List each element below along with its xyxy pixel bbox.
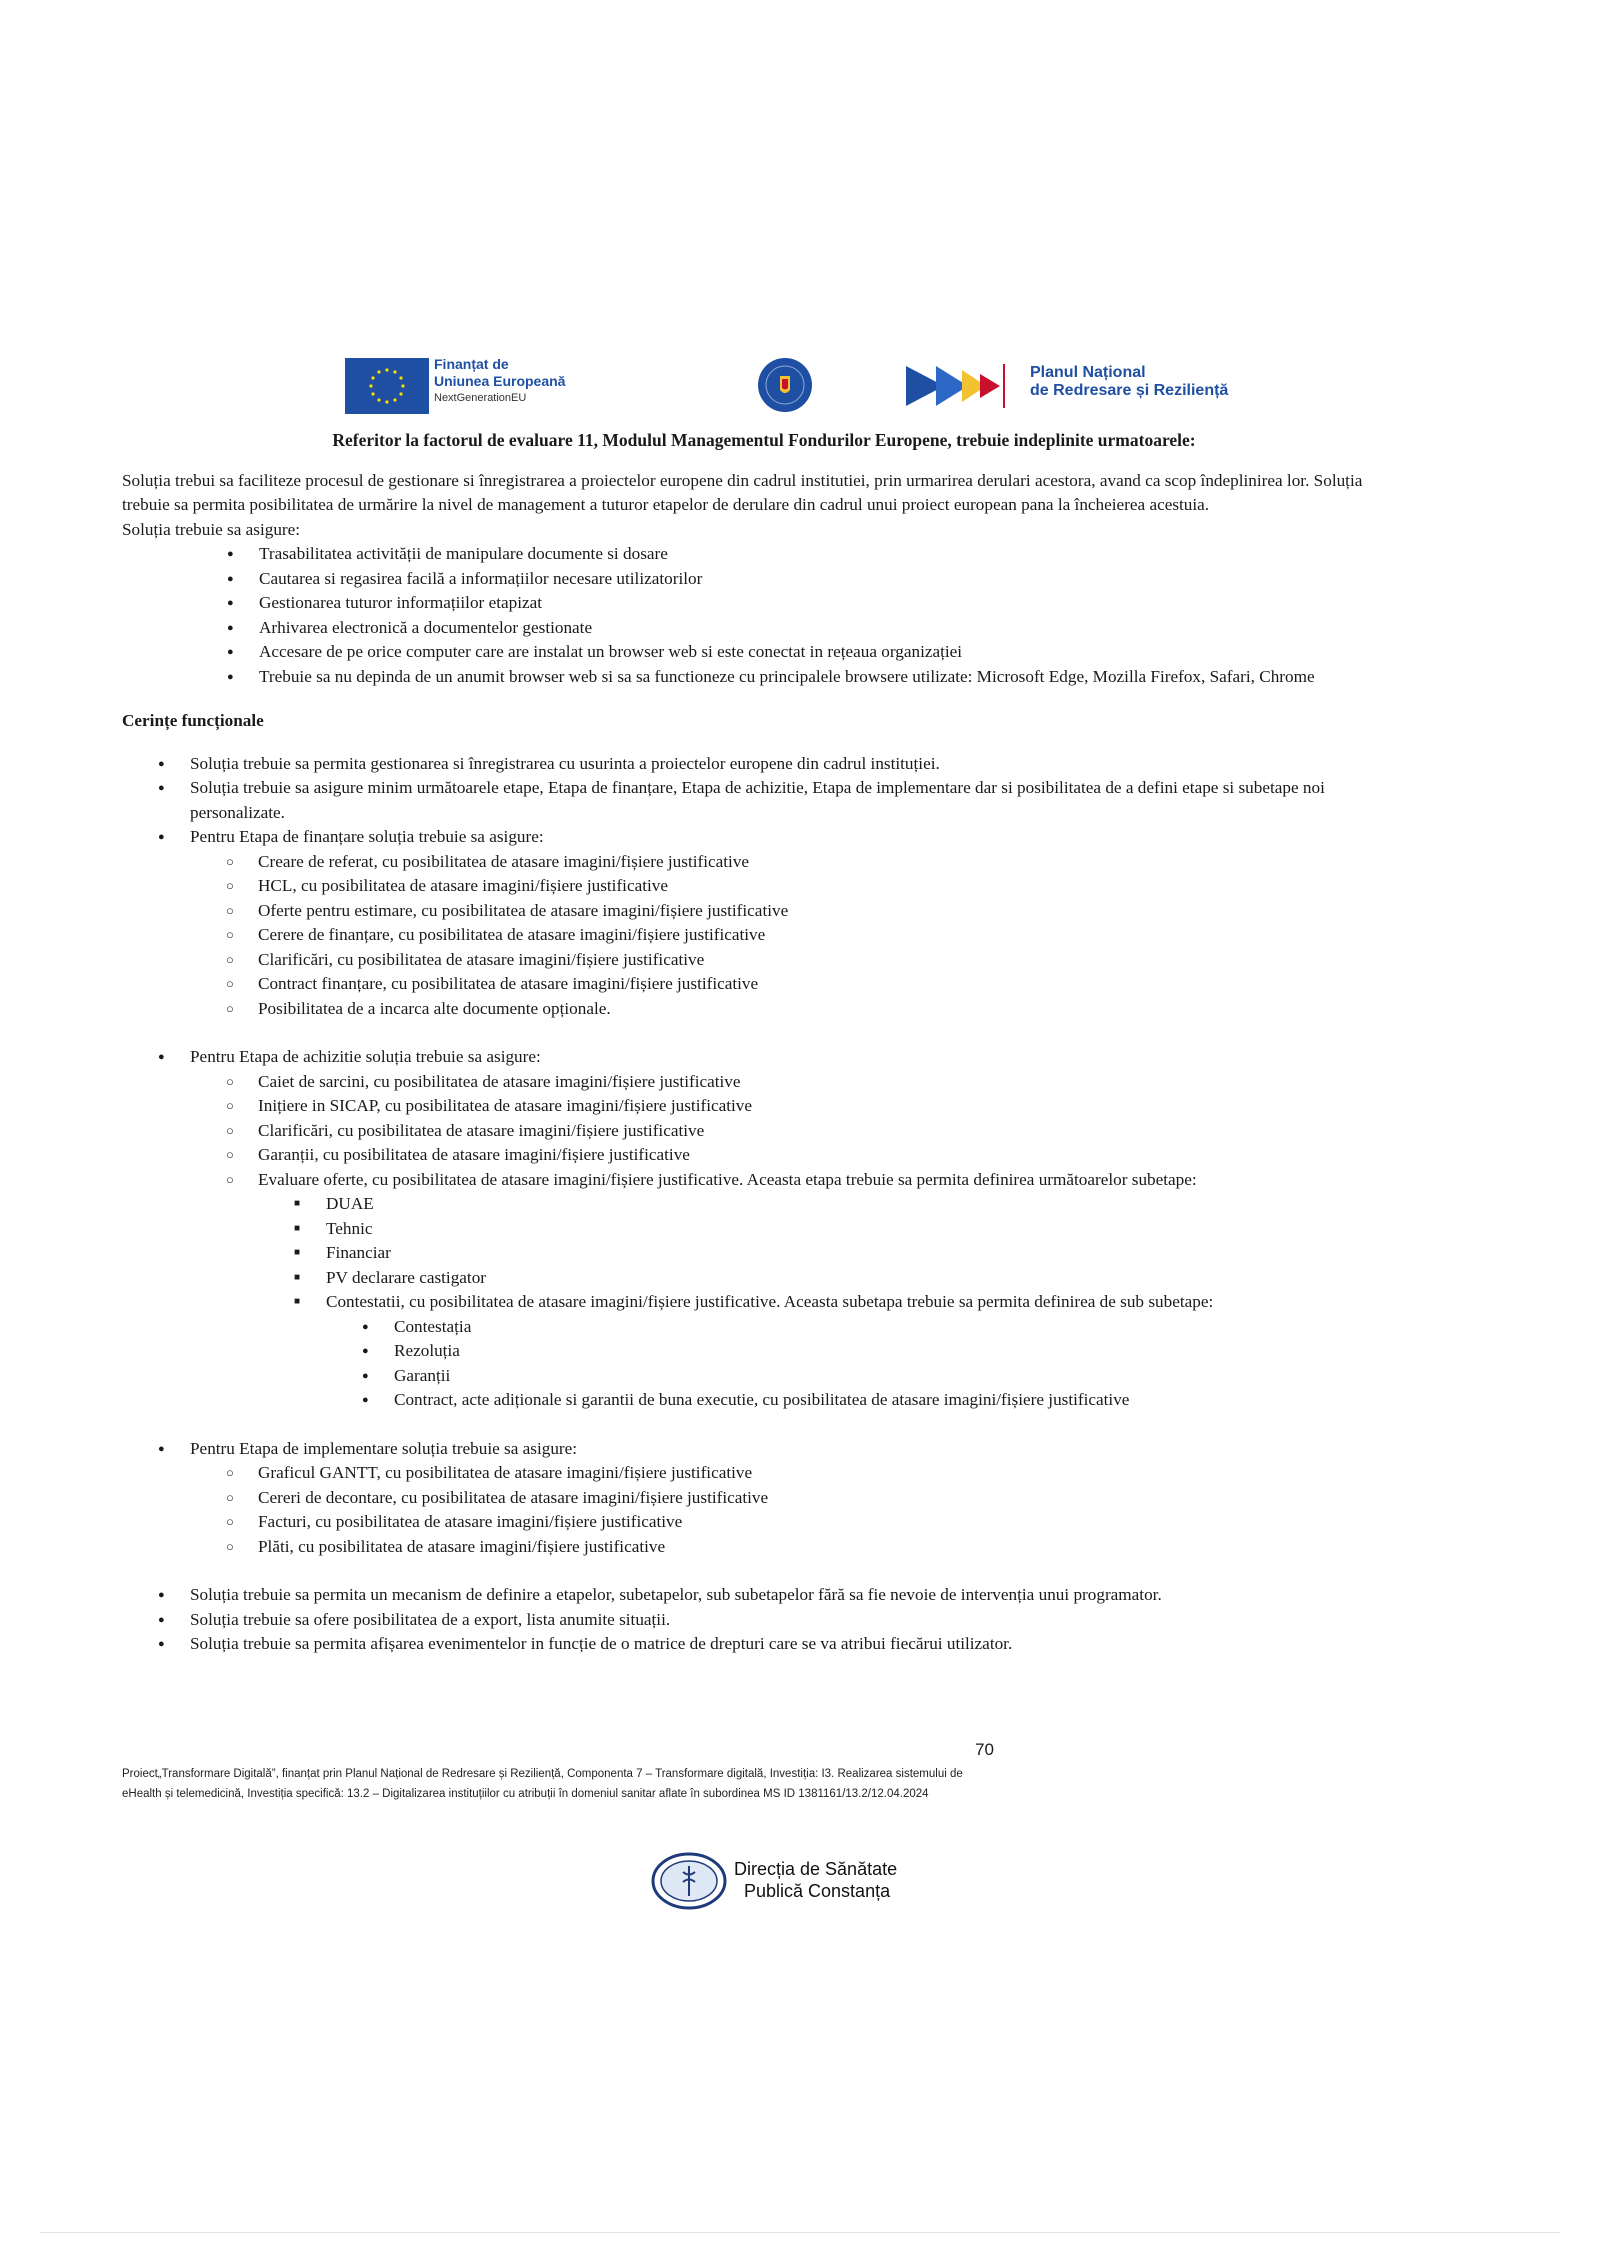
- list-item: ○ Cerere de finanțare, cu posibilitatea de atasare imagini/fișiere justificative: [258, 923, 1406, 948]
- intro-paragraph: Soluția trebui sa faciliteze procesul de gestionare si înregistrarea a proiectelor europene din cadrul institutiei, prin urmarirea derulari acestora, avand ca scop îndeplinirea lor. Soluția trebuie sa permita posibilitatea de urmărire la nivel de management a tuturor etapelor de derulare din cadrul unui proiect european pana la încheierea acestuia.: [122, 470, 1363, 514]
- achizitie-list: [190, 1070, 1406, 1413]
- list-item: ■ DUAE: [326, 1192, 1406, 1217]
- pnrr-line-2: de Redresare și Reziliență: [1030, 382, 1229, 399]
- dsp-institution-label: [734, 1858, 897, 1902]
- finantare-stage-item: [190, 825, 1406, 1021]
- spacer: [122, 1413, 1406, 1437]
- dsp-line-2: Publică Constanța: [744, 1881, 891, 1901]
- list-item: ○ Inițiere in SICAP, cu posibilitatea de atasare imagini/fișiere justificative: [258, 1094, 1406, 1119]
- list-item: ● Trebuie sa nu depinda de un anumit browser web si sa sa functioneze cu principalele browsere utilizate: Microsoft Edge, Mozilla Firefox, Safari, Chrome: [259, 665, 1406, 690]
- contestatii-item: [326, 1290, 1406, 1413]
- list-item: ● Soluția trebuie sa ofere posibilitatea de a export, lista anumite situații.: [190, 1608, 1406, 1633]
- implementare-stage-list: [122, 1437, 1406, 1560]
- sub-subetape-list: [326, 1315, 1406, 1413]
- list-item: ● Cautarea si regasirea facilă a informațiilor necesare utilizatorilor: [259, 567, 1406, 592]
- dsp-emblem-icon: [650, 1852, 728, 1910]
- list-item: ○ Garanții, cu posibilitatea de atasare imagini/fișiere justificative: [258, 1143, 1406, 1168]
- eu-stars-icon: [345, 358, 429, 414]
- implementare-lead: Pentru Etapa de implementare soluția trebuie sa asigure:: [190, 1438, 578, 1458]
- list-item: ○ Cereri de decontare, cu posibilitatea de atasare imagini/fișiere justificative: [258, 1486, 1406, 1511]
- achizitie-stage-list: [122, 1045, 1406, 1413]
- list-item: ■ PV declarare castigator: [326, 1266, 1406, 1291]
- evaluare-oferte-item: [258, 1168, 1406, 1413]
- list-item: ○ Plăti, cu posibilitatea de atasare imagini/fișiere justificative: [258, 1535, 1406, 1560]
- dsp-line-1: Direcția de Sănătate: [734, 1859, 898, 1879]
- spacer: [122, 1559, 1406, 1583]
- eu-line-2: Uniunea Europeană: [434, 373, 566, 389]
- list-item: ○ Posibilitatea de a incarca alte documente opționale.: [258, 997, 1406, 1022]
- implementare-stage-item: [190, 1437, 1406, 1560]
- finantare-lead: Pentru Etapa de finanțare soluția trebuie sa asigure:: [190, 827, 544, 846]
- achizitie-lead: Pentru Etapa de achizitie soluția trebuie sa asigure:: [190, 1047, 541, 1066]
- list-item: ● Contestația: [394, 1315, 1406, 1340]
- list-item: ○ Clarificări, cu posibilitatea de atasare imagini/fișiere justificative: [258, 948, 1406, 973]
- document-header: [0, 352, 1600, 416]
- intro-lead: Soluția trebuie sa asigure:: [122, 519, 301, 539]
- pnrr-line-1: Planul Național: [1030, 364, 1146, 381]
- list-item: ● Gestionarea tuturor informațiilor etapizat: [259, 591, 1406, 616]
- functional-requirements-list: [122, 752, 1406, 1022]
- footer-project-note: Proiect„Transformare Digitală”, finanțat prin Planul Național de Redresare și Reziliență, Componenta 7 – Transformare digitală, Investiția: I3. Realizarea sistemului de eHealth și telemedicină, Investiția specifică: 13.2 – Digitalizarea instituțiilor cu atribuții în domeniul sanitar aflate în subordinea MS ID 1381161/13.2/12.04.2024: [122, 1768, 963, 1800]
- pnrr-divider: [1003, 364, 1005, 408]
- list-item: ● Soluția trebuie sa permita gestionarea si înregistrarea cu usurinta a proiectelor europene din cadrul instituției.: [190, 752, 1406, 777]
- list-item: ● Soluția trebuie sa permita un mecanism de definire a etapelor, subetapelor, sub subetapelor fără sa fie nevoie de intervenția unui programator.: [190, 1583, 1406, 1608]
- list-item: ○ Contract finanțare, cu posibilitatea de atasare imagini/fișiere justificative: [258, 972, 1406, 997]
- list-item: ○ Clarificări, cu posibilitatea de atasare imagini/fișiere justificative: [258, 1119, 1406, 1144]
- spacer: [122, 1021, 1406, 1045]
- contestatii-text: Contestatii, cu posibilitatea de atasare imagini/fișiere justificative. Aceasta subetapa trebuie sa permita definirea de sub subetape:: [326, 1292, 1214, 1311]
- list-item: ● Soluția trebuie sa permita afișarea evenimentelor in funcție de o matrice de drepturi care se va atribui fiecărui utilizator.: [190, 1632, 1406, 1657]
- list-item: ● Contract, acte adiționale si garantii de buna executie, cu posibilitatea de atasare imagini/fișiere justificative: [394, 1388, 1406, 1413]
- list-item: ○ Graficul GANTT, cu posibilitatea de atasare imagini/fișiere justificative: [258, 1461, 1406, 1486]
- list-item: ○ Creare de referat, cu posibilitatea de atasare imagini/fișiere justificative: [258, 850, 1406, 875]
- list-item: ■ Financiar: [326, 1241, 1406, 1266]
- list-item: ■ Tehnic: [326, 1217, 1406, 1242]
- final-requirements-list: [122, 1583, 1406, 1657]
- list-item: ○ Oferte pentru estimare, cu posibilitatea de atasare imagini/fișiere justificative: [258, 899, 1406, 924]
- pnrr-arrows-logo: [906, 362, 1000, 410]
- eu-line-1: Finanțat de: [434, 356, 509, 372]
- eu-flag-logo: [345, 358, 429, 414]
- intro-requirements-list: [122, 542, 1406, 689]
- list-item: ● Garanții: [394, 1364, 1406, 1389]
- list-item: ○ Facturi, cu posibilitatea de atasare imagini/fișiere justificative: [258, 1510, 1406, 1535]
- list-item: ○ HCL, cu posibilitatea de atasare imagini/fișiere justificative: [258, 874, 1406, 899]
- list-item: ○ Caiet de sarcini, cu posibilitatea de atasare imagini/fișiere justificative: [258, 1070, 1406, 1095]
- eu-funding-label: [434, 356, 565, 407]
- list-item: ● Soluția trebuie sa asigure minim următoarele etape, Etapa de finanțare, Etapa de achizitie, Etapa de implementare dar si posibilitatea de a defini etape si subetape noi personalizate.: [190, 776, 1406, 825]
- implementare-list: [190, 1461, 1406, 1559]
- list-item: ● Arhivarea electronică a documentelor gestionate: [259, 616, 1406, 641]
- functional-requirements-heading: Cerințe funcționale: [122, 711, 264, 730]
- evaluare-oferte-text: Evaluare oferte, cu posibilitatea de atasare imagini/fișiere justificative. Aceasta etapa trebuie sa permita definirea următoarelor subetape:: [258, 1169, 1197, 1189]
- pnrr-label: [1030, 364, 1228, 400]
- document-body: [122, 428, 1406, 1657]
- list-item: ● Trasabilitatea activității de manipulare documente si dosare: [259, 542, 1406, 567]
- page-edge-line: [40, 2232, 1560, 2233]
- subetape-list: [258, 1192, 1406, 1413]
- section-title: Referitor la factorul de evaluare 11, Modulul Managementul Fondurilor Europene, trebuie indeplinite urmatoarele:: [332, 430, 1196, 450]
- finantare-list: [190, 850, 1406, 1022]
- list-item: ● Accesare de pe orice computer care are instalat un browser web si este conectat in rețeaua organizației: [259, 640, 1406, 665]
- achizitie-stage-item: [190, 1045, 1406, 1413]
- list-item: ● Rezoluția: [394, 1339, 1406, 1364]
- eu-line-3: NextGenerationEU: [434, 392, 527, 404]
- government-seal-icon: [758, 358, 812, 412]
- page-number: 70: [975, 1740, 994, 1759]
